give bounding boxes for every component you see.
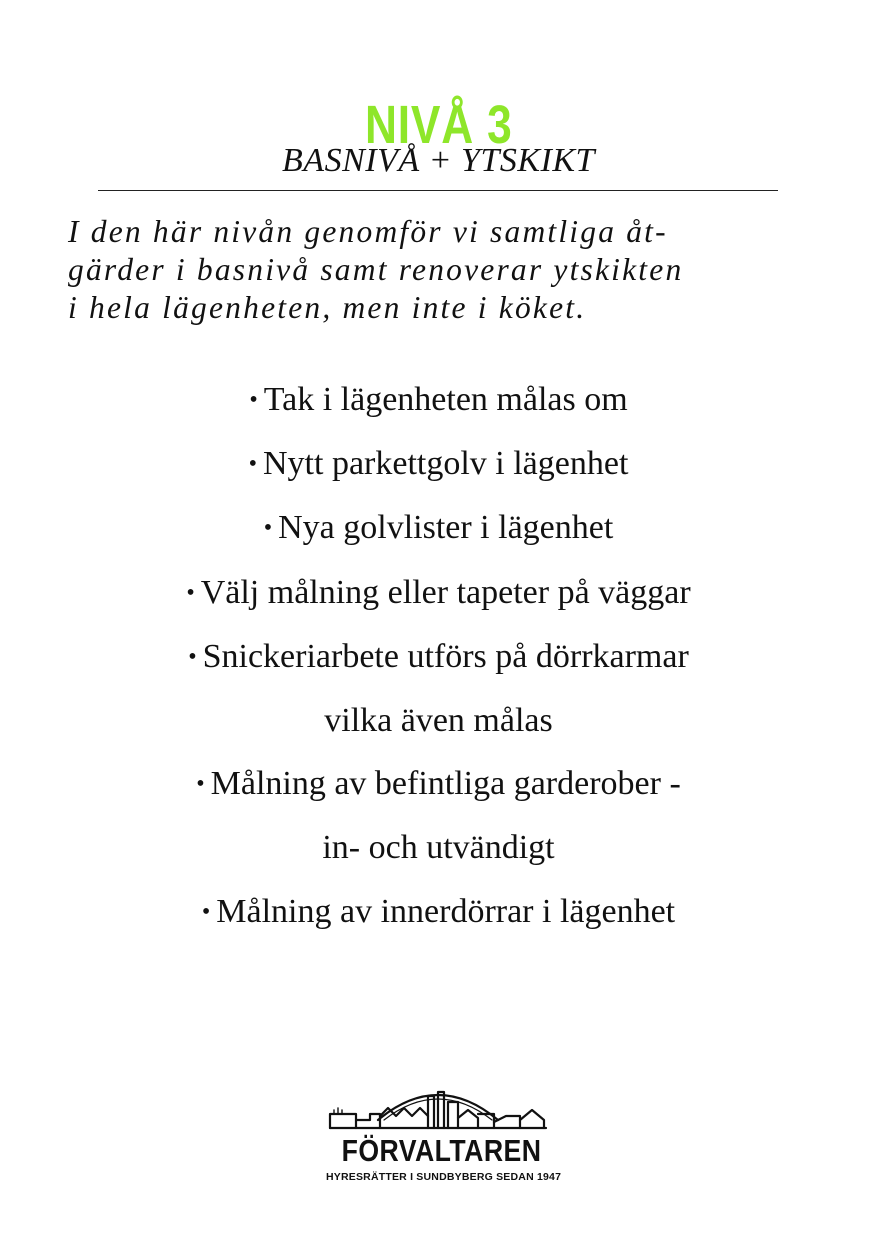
company-logo — [326, 1078, 562, 1188]
list-item — [0, 625, 877, 689]
list-item-text: Välj målning eller tapeter på väggar — [200, 573, 691, 611]
page-title: NIVÅ 3 — [364, 95, 513, 156]
page-subtitle: BASNIVÅ + YTSKIKT — [282, 142, 595, 179]
measures-list — [0, 368, 877, 944]
bullet-icon: • — [201, 898, 211, 925]
bullet-icon: • — [196, 771, 205, 798]
list-item-text: vilka även målas — [324, 702, 553, 740]
bullet-icon: • — [249, 387, 258, 413]
intro-line: gärder i basnivå samt renoverar ytskikten — [68, 252, 684, 287]
intro-line: I den här nivån genomför vi samtliga åt- — [68, 214, 668, 249]
bullet-icon: • — [263, 515, 273, 542]
list-item-text: in- och utvändigt — [322, 829, 555, 867]
list-item-continuation — [0, 689, 877, 752]
list-item-text: Nytt parkettgolv i lägenhet — [263, 445, 629, 483]
bullet-icon: • — [248, 451, 257, 478]
list-item-text: Målning av befintliga garderober - — [210, 765, 681, 803]
title-divider — [98, 190, 778, 191]
list-item-continuation — [0, 816, 877, 879]
list-item — [0, 432, 877, 496]
list-item — [0, 561, 877, 625]
logo-tagline: HYRESRÄTTER I SUNDBYBERG SEDAN 1947 — [326, 1171, 562, 1183]
logo-wordmark: FÖRVALTAREN — [341, 1133, 542, 1168]
list-item-text: Nya golvlister i lägenhet — [278, 509, 614, 547]
list-item — [0, 496, 877, 560]
list-item — [0, 368, 877, 432]
list-item-text: Tak i lägenheten målas om — [263, 381, 628, 418]
skyline-icon — [326, 1078, 550, 1136]
intro-paragraph — [68, 213, 828, 327]
list-item — [0, 752, 877, 816]
intro-line: i hela lägenheten, men inte i köket. — [68, 290, 587, 325]
list-item — [0, 880, 877, 944]
bullet-icon: • — [188, 643, 197, 670]
bullet-icon: • — [186, 579, 195, 606]
list-item-text: Målning av innerdörrar i lägenhet — [216, 892, 676, 930]
list-item-text: Snickeriarbete utförs på dörrkarmar — [202, 637, 689, 675]
